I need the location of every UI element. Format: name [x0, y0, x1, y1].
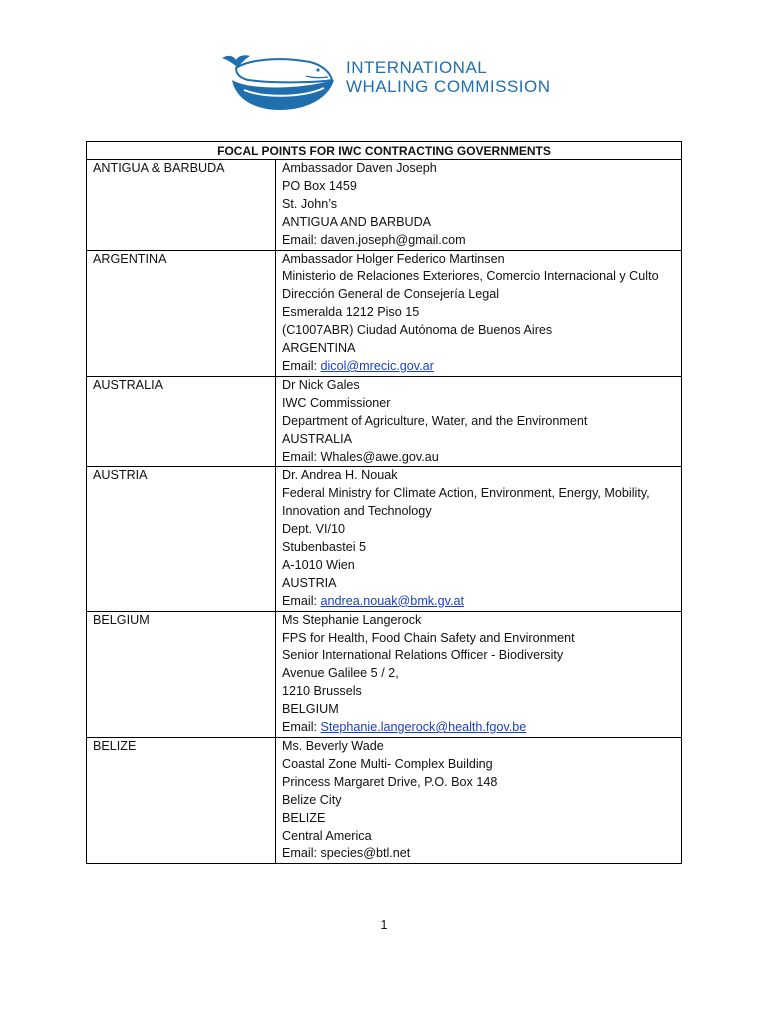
focal-points-table: [86, 141, 682, 864]
country-cell: [87, 376, 276, 467]
email-label: Email:: [282, 593, 321, 608]
contact-line: Princess Margaret Drive, P.O. Box 148: [282, 774, 498, 789]
country-name: BELGIUM: [93, 612, 150, 627]
email-link[interactable]: andrea.nouak@bmk.gv.at: [320, 593, 464, 608]
contact-line: Ambassador Daven Joseph: [282, 161, 437, 175]
email-label: Email:: [282, 449, 321, 464]
contact-line: Stubenbastei 5: [282, 540, 367, 555]
contact-line: Coastal Zone Multi- Complex Building: [282, 756, 493, 771]
contact-line: Ambassador Holger Federico Martinsen: [282, 251, 505, 266]
email-label: Email:: [282, 846, 321, 861]
email-address: species@btl.net: [320, 846, 411, 861]
email-line: [282, 358, 677, 376]
country-name: ANTIGUA & BARBUDA: [93, 161, 225, 175]
email-link[interactable]: Stephanie.langerock@health.fgov.be: [320, 720, 527, 735]
country-cell: [87, 160, 276, 251]
table-row: [87, 376, 682, 467]
country-name: AUSTRIA: [93, 468, 148, 483]
contact-line: Belize City: [282, 792, 342, 807]
country-cell: [87, 467, 276, 611]
email-line: [282, 845, 677, 863]
contact-line: Ministerio de Relaciones Exteriores, Comercio Internacional y Culto: [282, 269, 659, 284]
email-address: Whales@awe.gov.au: [320, 449, 439, 464]
contact-line: ANTIGUA AND BARBUDA: [282, 214, 432, 229]
email-link[interactable]: dicol@mrecic.gov.ar: [320, 358, 434, 373]
email-line: [282, 719, 677, 737]
email-line: [282, 593, 677, 611]
table-row: [87, 160, 682, 251]
email-line: [282, 449, 677, 467]
contact-line: Avenue Galilee 5 / 2,: [282, 666, 399, 681]
country-cell: [87, 611, 276, 737]
contact-line: Senior International Relations Officer - Biodiversity: [282, 648, 564, 663]
contact-line: A-1010 Wien: [282, 557, 355, 572]
contact-line: PO Box 1459: [282, 178, 357, 193]
email-line: [282, 232, 677, 250]
table-row: [87, 250, 682, 376]
email-label: Email:: [282, 720, 321, 735]
email-address: daven.joseph@gmail.com: [320, 232, 466, 247]
contact-line: IWC Commissioner: [282, 395, 391, 410]
contact-line: AUSTRALIA: [282, 431, 352, 446]
table-row: [87, 611, 682, 737]
table-title: FOCAL POINTS FOR IWC CONTRACTING GOVERNMENTS: [87, 142, 682, 160]
table-row: [87, 738, 682, 864]
email-label: Email:: [282, 232, 321, 247]
country-name: AUSTRALIA: [93, 377, 163, 392]
contact-cell: [276, 738, 682, 864]
contact-cell: [276, 160, 682, 251]
contact-line: BELGIUM: [282, 702, 339, 717]
contact-line: (C1007ABR) Ciudad Autónoma de Buenos Aires: [282, 323, 553, 338]
country-name: ARGENTINA: [93, 251, 167, 266]
contact-line: Central America: [282, 828, 372, 843]
org-name-line1: INTERNATIONAL: [346, 58, 488, 77]
contact-line: Dirección General de Consejería Legal: [282, 287, 500, 302]
contact-line: AUSTRIA: [282, 575, 337, 590]
contact-line: BELIZE: [282, 810, 326, 825]
contact-line: Dept. VI/10: [282, 522, 346, 537]
contact-line: ARGENTINA: [282, 341, 356, 356]
contact-line: St. John’s: [282, 196, 338, 211]
contact-line: Federal Ministry for Climate Action, Environment, Energy, Mobility, Innovation and Technology: [282, 486, 650, 519]
contact-line: Dr Nick Gales: [282, 377, 360, 392]
contact-line: Ms Stephanie Langerock: [282, 612, 422, 627]
country-name: BELIZE: [93, 739, 137, 753]
contact-line: Ms. Beverly Wade: [282, 739, 384, 753]
contact-cell: [276, 611, 682, 737]
page-number: 1: [380, 918, 388, 932]
country-cell: [87, 738, 276, 864]
country-cell: [87, 250, 276, 376]
org-name-line2: WHALING COMMISSION: [346, 77, 551, 96]
whale-logo-icon: [218, 46, 338, 112]
contact-line: 1210 Brussels: [282, 684, 362, 699]
contact-cell: [276, 376, 682, 467]
contact-line: Dr. Andrea H. Nouak: [282, 468, 398, 483]
table-row: [87, 467, 682, 611]
table-header-row: [87, 142, 682, 160]
contact-line: Esmeralda 1212 Piso 15: [282, 305, 420, 320]
contact-line: Department of Agriculture, Water, and the Environment: [282, 413, 588, 428]
email-label: Email:: [282, 358, 321, 373]
contact-line: FPS for Health, Food Chain Safety and Environment: [282, 630, 575, 645]
contact-cell: [276, 250, 682, 376]
iwc-logo: [218, 46, 551, 112]
contact-cell: [276, 467, 682, 611]
